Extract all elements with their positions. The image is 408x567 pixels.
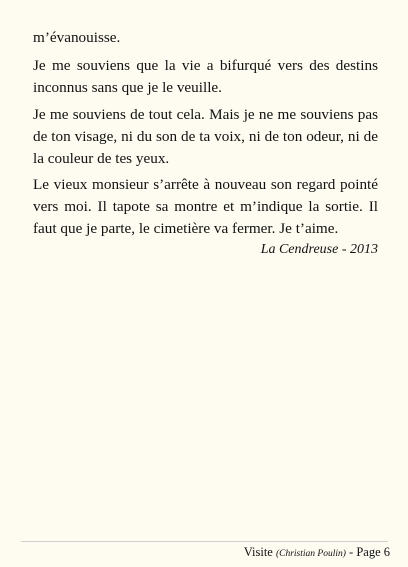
footer-divider [21,541,388,542]
paragraph-old-man: Le vieux monsieur s’arrête à nouveau son regard pointé vers moi. Il tapote sa montre et m’indique la sortie. Il faut que je parte, le cimetière va fermer. Je t’aime. [33,176,378,237]
footer-title: Visite [243,545,276,559]
page-footer [244,545,390,560]
paragraph-continuation: m’évanouisse. [33,29,121,46]
footer-page-number: - Page 6 [345,545,390,559]
paragraph-bifurcation: Je me souviens que la vie a bifurqué vers des destins inconnus sans que je le veuille. [33,57,378,96]
footer-author: (Christian Poulin) [275,549,346,559]
signature: La Cendreuse - 2013 [260,242,378,257]
paragraph-memory: Je me souviens de tout cela. Mais je ne me souviens pas de ton visage, ni du son de ta voix, ni de ton odeur, ni de la couleur de tes yeux. [33,106,378,167]
